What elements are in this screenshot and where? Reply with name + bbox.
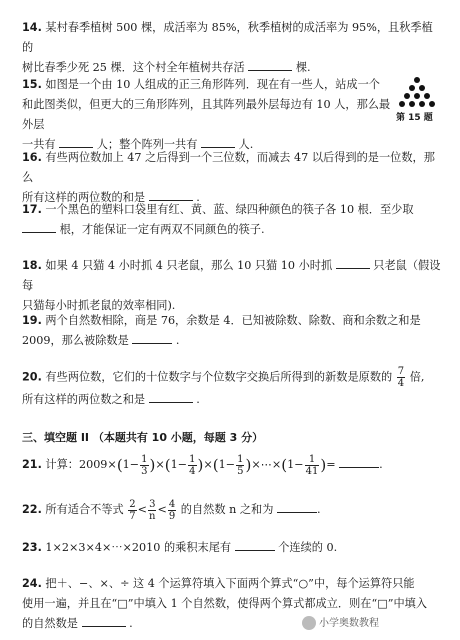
question-text: 只老鼠（假设每 — [22, 259, 441, 292]
question-number: 16. — [22, 151, 42, 164]
question-14 — [22, 18, 442, 78]
question-text: 一共有 — [22, 138, 56, 151]
question-text: 树比春季少死 25 棵．这个村全年植树共存活 — [22, 61, 245, 74]
question-number: 21. — [22, 458, 42, 471]
question-number: 20. — [22, 370, 42, 384]
question-text: 棵. — [295, 61, 311, 74]
question-text: 个连续的 0. — [278, 541, 338, 554]
question-text: 1×2×3×4×⋯×2010 的乘积末尾有 — [45, 541, 232, 554]
question-text: 只猫每小时抓老鼠的效率相同). — [22, 299, 176, 312]
question-number: 19. — [22, 314, 42, 327]
question-text: 两个自然数相除，商是 76，余数是 4．已知被除数、除数、商和余数之和是 — [45, 314, 421, 327]
answer-blank[interactable] — [336, 256, 370, 269]
question-24 — [22, 574, 442, 634]
fraction: $\frac{2}{7}$ — [129, 498, 136, 522]
answer-blank[interactable] — [82, 614, 126, 627]
fraction: $\frac{1}{5}$ — [237, 453, 244, 477]
question-text: 使用一遍，并且在“□”中填入 1 个自然数，使得两个算式都成立．则在“□”中填入 — [22, 597, 428, 610]
question-22: 22. 所有适合不等式 $\frac{2}{7}$ < $\frac{3}{n}$ < $\frac{4}{9}$ 的自然数 n 之和为 . — [22, 498, 321, 522]
question-text: 所有这样的两位数之和是 — [22, 393, 146, 406]
watermark-text: 小学奥数教程 — [319, 618, 379, 629]
answer-blank[interactable] — [235, 538, 275, 551]
question-text: . — [175, 334, 180, 347]
fraction: $\frac{1}{4}$ — [189, 453, 196, 477]
question-number: 14. — [22, 21, 42, 34]
question-text: 如果 4 只猫 4 小时抓 4 只老鼠，那么 10 只猫 10 小时抓 — [45, 259, 333, 272]
question-19 — [22, 311, 442, 351]
answer-blank[interactable] — [59, 135, 93, 148]
question-number: 23. — [22, 541, 42, 554]
question-text: 某村春季植树 500 棵，成活率为 85%，秋季植树的成活率为 95%，且秋季植的 — [22, 21, 433, 54]
question-text: 的自然数是 — [22, 617, 78, 630]
fraction: $\frac{3}{n}$ — [149, 498, 156, 522]
question-text: . — [196, 191, 200, 204]
fraction: $\frac{1}{3}$ — [141, 453, 148, 477]
fraction: $\frac{7}{4}$ — [397, 366, 405, 389]
question-text: 有些两位数加上 47 之后得到一个三位数，而减去 47 以后得到的是一位数，那么 — [22, 151, 435, 184]
question-text: 的自然数 n 之和为 — [180, 503, 274, 516]
question-text: 和此图类似，但更大的三角形阵列，且其阵列最外层每边有 10 人，那么最外层 — [22, 98, 391, 131]
question-18 — [22, 256, 442, 316]
question-20 — [22, 366, 442, 411]
question-text: 如图是一个由 10 人组成的正三角形阵列．现在有一些人，站成一个 — [45, 78, 380, 91]
question-text: 所有这样的两位数的和是 — [22, 191, 146, 204]
question-text: 倍, — [409, 370, 425, 384]
watermark — [302, 614, 379, 630]
question-text: 把＋、−、×、÷ 这 4 个运算符填入下面两个算式“○”中，每个运算符只能 — [45, 577, 415, 590]
question-text: 所有适合不等式 — [45, 503, 124, 516]
question-text: 根，才能保证一定有两双不同颜色的筷子. — [59, 223, 265, 236]
question-number: 24. — [22, 577, 42, 590]
question-15 — [22, 75, 392, 155]
section-heading: 三、填空题 II （本题共有 10 小题，每题 3 分） — [22, 431, 264, 444]
question-text: 计算：2009× — [45, 458, 117, 471]
question-text: 2009，那么被除数是 — [22, 334, 129, 347]
question-text: . — [129, 617, 133, 630]
question-number: 18. — [22, 259, 42, 272]
figure-label: 第 15 题 — [396, 113, 433, 123]
fraction: $\frac{4}{9}$ — [168, 498, 176, 522]
answer-blank[interactable] — [201, 135, 235, 148]
answer-blank[interactable] — [277, 500, 317, 513]
question-23 — [22, 538, 442, 558]
answer-blank[interactable] — [149, 390, 193, 403]
answer-blank[interactable] — [339, 455, 379, 468]
question-text: . — [196, 393, 200, 406]
question-text: 一个黑色的塑料口袋里有红、黄、蓝、绿四种颜色的筷子各 10 根．至少取 — [45, 203, 414, 216]
question-21: 21. 计算：2009×(1− $\frac{1}{3}$ )×(1− $\frac{1}{4}$ )×(1− $\frac{1}{5}$ )×⋯×(1− $\frac{1}{41}$ )= . — [22, 453, 383, 477]
question-number: 15. — [22, 78, 42, 91]
question-text: 人. — [238, 138, 254, 151]
answer-blank[interactable] — [22, 220, 56, 233]
question-17 — [22, 200, 442, 240]
answer-blank[interactable] — [132, 331, 172, 344]
answer-blank[interactable] — [248, 58, 292, 71]
question-text: 有些两位数，它们的十位数字与个位数字交换后所得到的新数是原数的 — [45, 370, 393, 384]
question-text: 人；整个阵列一共有 — [96, 138, 198, 151]
question-16 — [22, 148, 442, 208]
question-number: 22. — [22, 503, 42, 516]
fraction: $\frac{1}{41}$ — [305, 453, 319, 477]
question-number: 17. — [22, 203, 42, 216]
wechat-icon — [302, 616, 316, 630]
